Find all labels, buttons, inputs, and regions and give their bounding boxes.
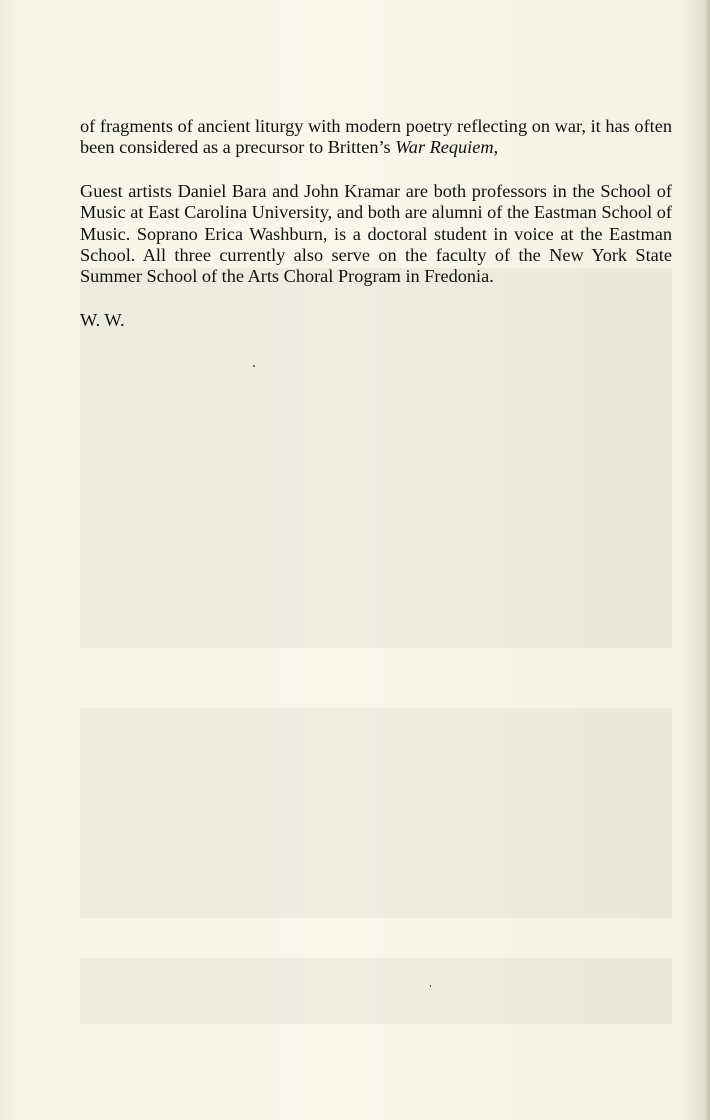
paragraph-guest-artists: Guest artists Daniel Bara and John Kramar are both professors in the School of Music at East Carolina University, and both are alumni of the Eastman School of Music. Soprano Erica Washburn, is a doctoral student in voice at the Eastman School. All three currently also serve on the faculty of the New York State Summer School of the Arts Choral Program in Fredonia. [80,180,672,287]
page-edge-shadow [704,0,710,1120]
paragraph-britten-end: , [493,137,499,158]
paragraph-britten-text: of fragments of ancient liturgy with modern poetry reflecting on war, it has often been considered as a precursor to Britten’s [80,116,672,158]
print-speck [430,985,431,987]
paragraph-britten [80,116,672,159]
document-body [80,116,672,353]
print-speck [253,365,255,367]
signature: W. W. [80,309,125,330]
war-requiem-title: War Requiem [395,137,494,158]
